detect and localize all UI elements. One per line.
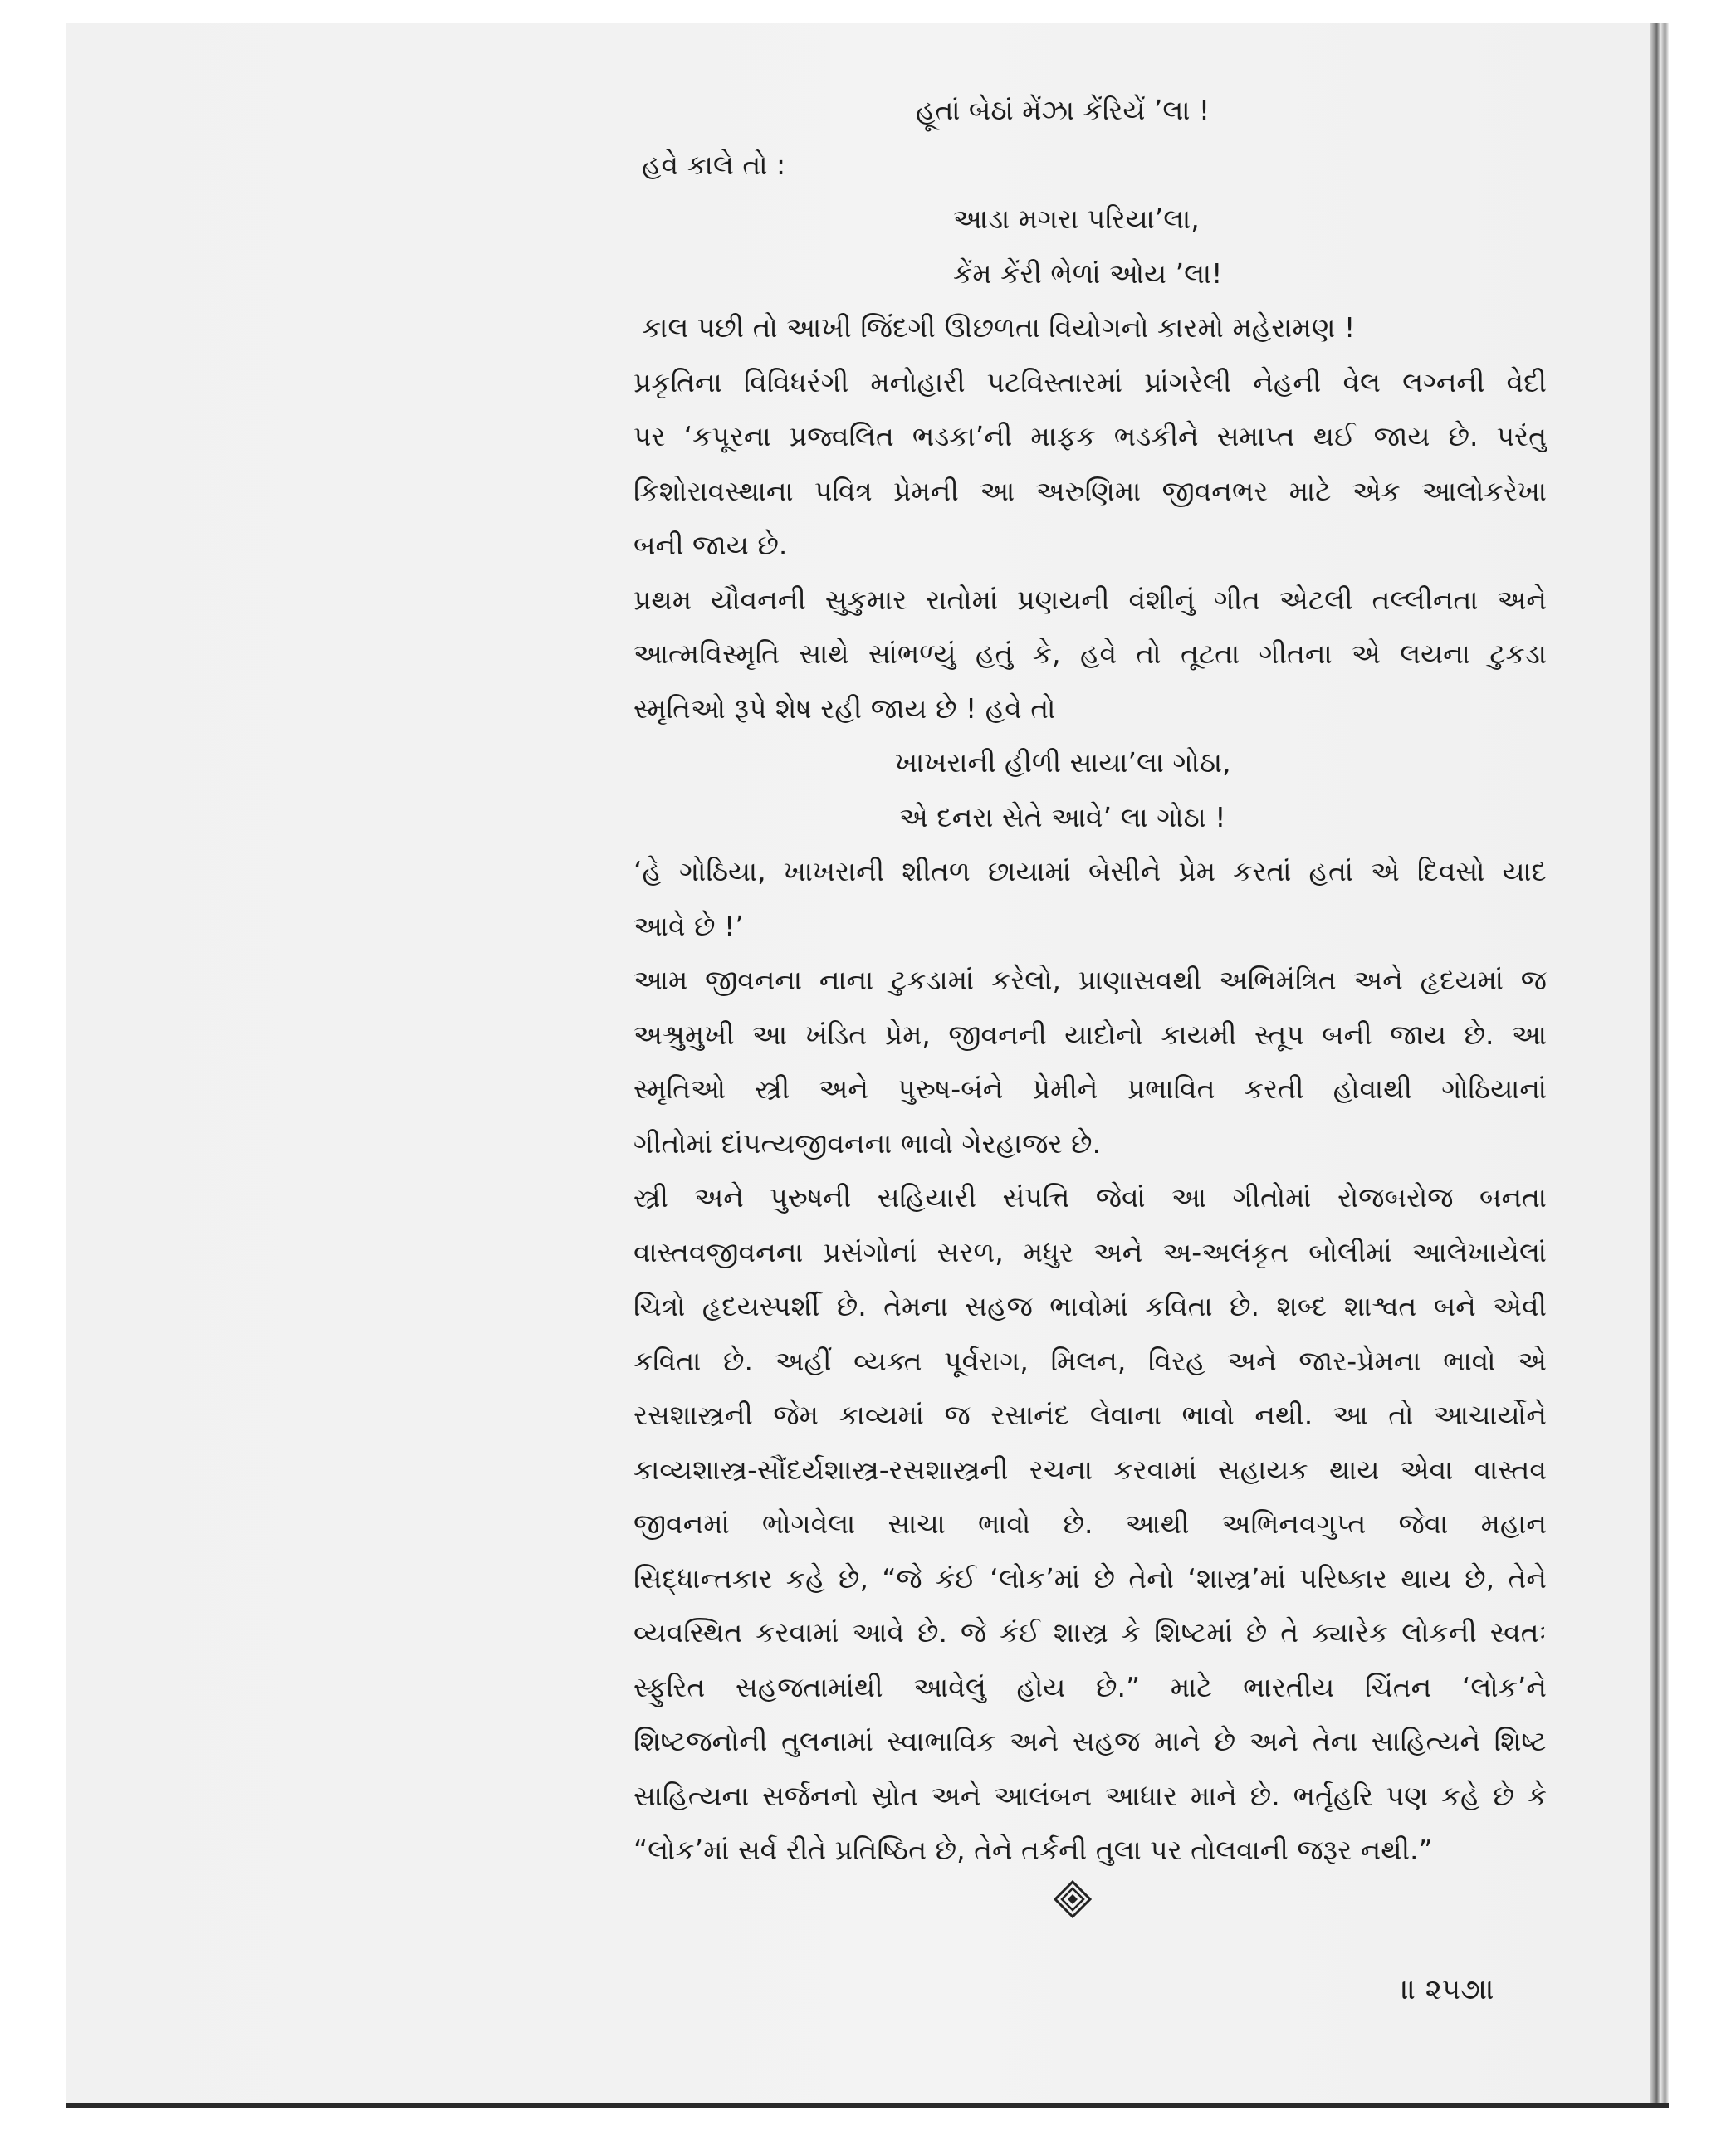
diamond-ornament-icon — [1054, 1880, 1092, 1918]
text-line: સિદ્ધાન્તકાર કહે છે, “જે કંઈ ‘લોક’માં છે તેનો ‘શાસ્ત્ર’માં પરિષ્કાર થાય છે, તેને — [633, 1561, 1547, 1595]
text-line: શિષ્ટજનોની તુલનામાં સ્વાભાવિક અને સહજ માને છે અને તેના સાહિત્યને શિષ્ટ — [633, 1725, 1547, 1757]
page-edge-right — [1650, 23, 1669, 2107]
text-line: “લોક’માં સર્વ રીતે પ્રતિષ્ઠિત છે, તેને તર્કની તુલા પર તોલવાની જરૂર નથી.” — [633, 1834, 1433, 1866]
text-line: આત્મવિસ્મૃતિ સાથે સાંભળ્યું હતું કે, હવે તો તૂટતા ગીતના એ લયના ટુકડા — [633, 638, 1547, 670]
text-line: સાહિત્યના સર્જનનો સ્રોત અને આલંબન આધાર માને છે. ભર્તૃહરિ પણ કહે છે કે — [633, 1779, 1547, 1812]
text-line: પ્રથમ યૌવનની સુકુમાર રાતોમાં પ્રણયની વંશીનું ગીત એટલી તલ્લીનતા અને — [633, 583, 1547, 616]
text-line: કવિતા છે. અહીં વ્યક્ત પૂર્વરાગ, મિલન, વિરહ અને જાર-પ્રેમના ભાવો એ — [633, 1344, 1547, 1377]
text-line: વ્યવસ્થિત કરવામાં આવે છે. જે કંઈ શાસ્ત્ર કે શિષ્ટમાં છે તે ક્યારેક લોકની સ્વતઃ — [633, 1616, 1547, 1649]
text-line: આવે છે !’ — [633, 909, 744, 942]
text-line: કિશોરાવસ્થાના પવિત્ર પ્રેમની આ અરુણિમા જીવનભર માટે એક આલોકરેખા — [633, 474, 1547, 507]
text-line: પર ‘કપૂરના પ્રજ્વલિત ભડકા’ની માફક ભડકીને સમાપ્ત થઈ જાય છે. પરંતુ — [633, 420, 1547, 452]
verse-line: કેંમ કેંરી ભેળાં ઓય ’લા! — [953, 256, 1223, 290]
text-line: પ્રકૃતિના વિવિધરંગી મનોહારી પટવિસ્તારમાં પ્રાંગરેલી નેહની વેલ લગ્નની વેદી — [633, 365, 1547, 398]
text-line: આમ જીવનના નાના ટુકડામાં કરેલો, પ્રાણાસવથી અભિમંત્રિત અને હૃદયમાં જ — [633, 964, 1547, 996]
text-line: ‘હે ગોઠિયા, ખાખરાની શીતળ છાયામાં બેસીને પ્રેમ કરતાં હતાં એ દિવસો યાદ — [633, 855, 1547, 887]
text-line: રસશાસ્ત્રની જેમ કાવ્યમાં જ રસાનંદ લેવાના ભાવો નથી. આ તો આચાર્યોને — [633, 1399, 1547, 1431]
text-line: કાલ પછી તો આખી જિંદગી ઊછળતા વિયોગનો કારમો મહેરામણ ! — [642, 311, 1356, 344]
text-line: બની જાય છે. — [633, 529, 788, 561]
text-line: હવે કાલે તો : — [642, 148, 786, 181]
verse-line: હૂતાં બેઠાં મેંઝા કેંરિયેં ’લા ! — [916, 94, 1210, 126]
text-line: સ્ફુરિત સહજતામાંથી આવેલું હોય છે.” માટે ભારતીય ચિંતન ‘લોક’ને — [633, 1670, 1547, 1703]
text-line: સ્ત્રી અને પુરુષની સહિયારી સંપત્તિ જેવાં આ ગીતોમાં રોજબરોજ બનતા — [633, 1181, 1547, 1214]
text-line: ચિત્રો હૃદયસ્પર્શી છે. તેમના સહજ ભાવોમાં કવિતા છે. શબ્દ શાશ્વત બને એવી — [633, 1290, 1547, 1322]
text-line: કાવ્યશાસ્ત્ર-સૌંદર્યશાસ્ત્ર-રસશાસ્ત્રની રચના કરવામાં સહાયક થાય એવા વાસ્તવ — [633, 1453, 1547, 1486]
body-text — [633, 83, 1547, 1878]
verse-line: એ દનરા સેતે આવે’ લા ગોઠા ! — [899, 800, 1226, 833]
verse-line: આડા મગરા પરિયા’લા, — [953, 203, 1200, 235]
text-line: સ્મૃતિઓ સ્ત્રી અને પુરુષ-બંને પ્રેમીને પ્રભાવિત કરતી હોવાથી ગોઠિયાનાં — [633, 1072, 1547, 1105]
text-line: ગીતોમાં દાંપત્યજીવનના ભાવો ગેરહાજર છે. — [633, 1126, 1101, 1160]
verse-line: ખાખરાની હીળી સાયા’લા ગોઠા, — [895, 746, 1231, 779]
page-edge-bottom — [66, 2103, 1669, 2108]
text-line: જીવનમાં ભોગવેલા સાચા ભાવો છે. આથી અભિનવગુપ્ત જેવા મહાન — [633, 1507, 1547, 1540]
text-line: વાસ્તવજીવનના પ્રસંગોનાં સરળ, મધુર અને અ-અલંકૃત બોલીમાં આલેખાયેલાં — [633, 1235, 1547, 1268]
text-line: અશ્રુમુખી આ ખંડિત પ્રેમ, જીવનની યાદોનો કાયમી સ્તૂપ બની જાય છે. આ — [633, 1018, 1547, 1051]
text-line: સ્મૃતિઓ રૂપે શેષ રહી જાય છે ! હવે તો — [633, 691, 1056, 725]
page-number: ॥ ૨૫૭॥ — [1401, 1973, 1495, 2006]
